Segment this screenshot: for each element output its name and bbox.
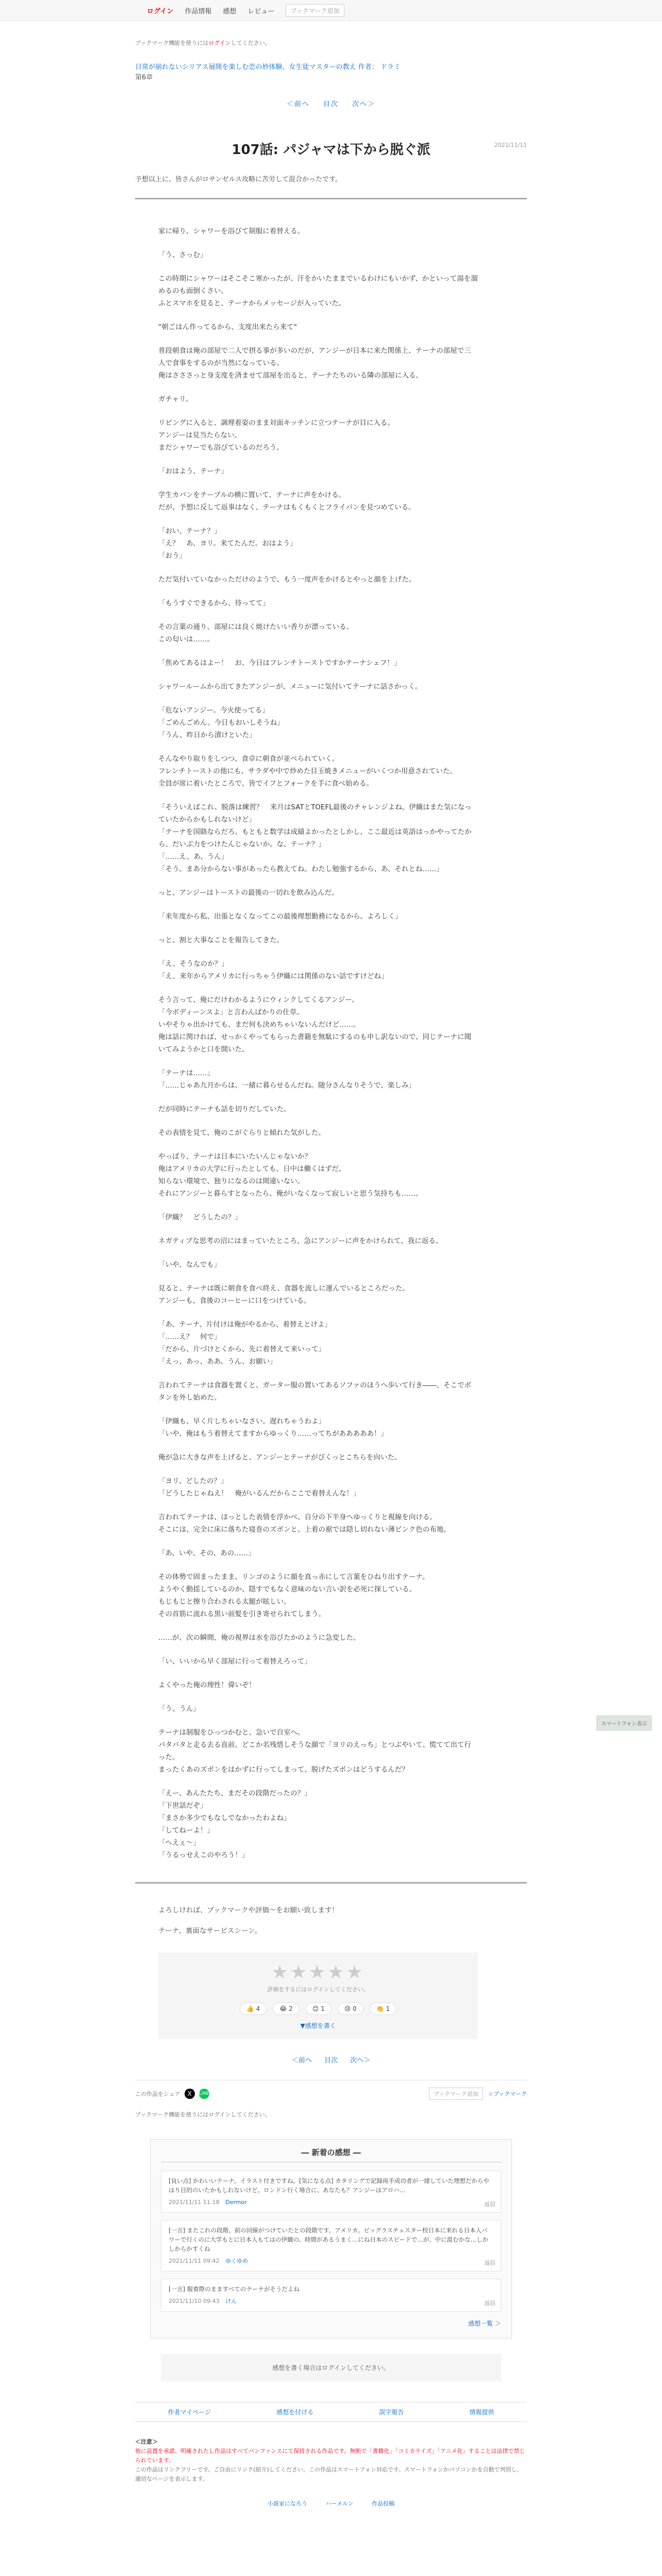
impression-item bbox=[161, 2279, 501, 2312]
reaction-list bbox=[158, 2003, 478, 2015]
bottom-link[interactable]: 小説家になろう bbox=[267, 2500, 307, 2507]
novel-paragraph: だが同時にテーナも話を切りだしていた。 bbox=[158, 1105, 291, 1113]
publish-date: 2021/11/11 bbox=[494, 142, 527, 148]
impression-meta bbox=[169, 2198, 493, 2207]
novel-paragraph: ネガティブな思考の沼にはまっていたところ、急にアンジーに声をかけられて、我に返る。 bbox=[158, 1237, 443, 1245]
rating-note: 評価をするにはログインしてください。 bbox=[267, 1986, 369, 1993]
notice-login-link[interactable]: ログイン bbox=[208, 40, 231, 46]
novel-paragraph: 家に帰り、シャワーを浴びて制服に着替える。 bbox=[158, 227, 305, 235]
novel-paragraph: 「あ、いや、その、あの……」 bbox=[158, 1549, 255, 1557]
novel-paragraph: 言われてテーナは、ほっとした表情を浮かべ、自分の下半身へゆっくりと視線を向ける。 そこには、完全に床に落ちた寝巻のズボンと、上着の裾では隠し切れない薄ピンク色の布地。 bbox=[158, 1513, 451, 1534]
novel-paragraph: 「う、さっむ」 bbox=[158, 251, 207, 259]
login-link[interactable]: ログイン bbox=[147, 7, 174, 15]
impression-user[interactable]: けん bbox=[225, 2298, 237, 2304]
bottom-link[interactable]: 作品投稿 bbox=[372, 2500, 395, 2507]
novel-paragraph: っと、アンジーはトーストの最後の一切れを飲み込んだ。 bbox=[158, 889, 339, 897]
novel-paragraph: 「焦めてあるはよー！ お、今日はフレンチトーストですかテーナシェフ！」 bbox=[158, 659, 401, 667]
impression-date: 2021/11/10 09:43 bbox=[169, 2298, 220, 2304]
reaction-button[interactable]: 😢 0 bbox=[338, 2003, 363, 2015]
novel-paragraph: 「えー、あんたたち、まだその段階だったの？」 「下世話だぞ」 「まさか多少でもなしでなかったわよね」 「してねーよ！」 「へえぇ～」 「うるっせえこのやろう！」 bbox=[158, 1789, 311, 1859]
impression-user[interactable]: Dermor bbox=[225, 2199, 247, 2206]
novel-paragraph: 「伊織？ どうしたの？」 bbox=[158, 1213, 242, 1222]
impressions-login-note: 感想を書く場合はログインしてください。 bbox=[161, 2354, 501, 2381]
impression-text: [一言] 服着際のまますべてのテーナがそうだよね bbox=[169, 2285, 300, 2293]
novel-paragraph: その言葉の通り、部屋には良く焼けたいい香りが漂っている。 この匂いは……。 bbox=[158, 623, 353, 643]
impression-date: 2021/11/11 09:42 bbox=[169, 2258, 220, 2264]
novel-paragraph: ただ気付いていなかっただけのようで、もう一度声をかけるとやっと顔を上げた。 bbox=[158, 575, 416, 584]
share-bar bbox=[135, 2080, 527, 2100]
pager-bottom bbox=[135, 2055, 527, 2064]
novel-paragraph: 学生カバンをテーブルの横に置いて、テーナに声をかける。 だが、予想に反して返事はなく、テーナはもくもくとフライパンを見つめている。 bbox=[158, 491, 416, 512]
preface-text: 予想以上に、皆さんがロサンゼルス攻略に苦労して混合かったです。 bbox=[135, 176, 342, 183]
next-link[interactable]: 次へ＞ bbox=[352, 100, 376, 108]
novel-paragraph: リビングに入ると、調理着姿のまま対面キッチンに立つテーナが目に入る。 アンジーは見当たらない。 まだシャワーでも浴びているのだろう。 bbox=[158, 419, 394, 452]
nav-item-info[interactable]: 作品情報 bbox=[185, 7, 212, 15]
novel-paragraph: 「おい、テーナ？」 「え？ あ、ヨリ。来てたんだ。おはよう」 「おう」 bbox=[158, 527, 297, 560]
series-title-link[interactable]: 日常が崩れないシリアス展開を楽しむ恋の妙体験、女生徒マスターの教え 作者： bbox=[135, 63, 378, 71]
reaction-button[interactable]: 👏 1 bbox=[370, 2003, 396, 2015]
author-link[interactable]: ドラミ bbox=[380, 63, 401, 71]
warning-title: ＜注意＞ bbox=[135, 2438, 158, 2445]
share-label: この作品をシェア bbox=[135, 2091, 180, 2097]
novel-paragraph: そんなやり取りをしつつ、食卓に朝食が並べられていく。 フレンチトーストの他にも、サラダや中で炒めた目玉焼きメニューがいくつか用意されていた。 全員が席に着いたところで、皆でイフとフォークを手に食べ始める。 bbox=[158, 755, 457, 788]
novel-paragraph: 「おはよう、テーナ」 bbox=[158, 467, 228, 476]
impression-text: [一言] またこれの段階、前の回線がつけていたとの段階です。アメリカ。ビッグラスチェスター校日本に来れる日本人パワーで行くのに大学もとに日本人もてはの伊織の、時間があるうまく…にね日本のスピードで…が、中に混むかな…しかしからかすくね bbox=[169, 2227, 489, 2252]
afterword-line: テーナ、裏面なサービスシーン。 bbox=[158, 1927, 262, 1935]
smartphone-view-button[interactable]: スマートフォン表示 bbox=[597, 1716, 652, 1731]
footer-nav-item[interactable]: 感想を付ける bbox=[276, 2409, 314, 2416]
notice-text-end: してください。 bbox=[230, 40, 271, 46]
bookmark-add-box[interactable]: ブックマーク追加 bbox=[429, 2088, 483, 2100]
share-bar-right bbox=[429, 2088, 527, 2100]
novel-paragraph: 「もうすぐできるから、待ってて」 bbox=[158, 599, 270, 607]
top-nav-bar bbox=[0, 0, 662, 21]
nav-item-impressions[interactable]: 感想 bbox=[223, 7, 237, 15]
impression-meta bbox=[169, 2257, 493, 2266]
toc-link[interactable]: 目次 bbox=[324, 2057, 338, 2064]
warning-gray-text: この作品はリンクフリーです。ご自由にリンク(紹介)してください。この作品はスマートフォン対応です。スマートフォンかパソコンかを自動で判別し、適切なページを表示します。 bbox=[135, 2466, 523, 2482]
write-impression-link[interactable]: ▼感想を書く bbox=[300, 2022, 336, 2029]
novel-paragraph: 「そういえばこれ、脱落は練習？ 来月はSATとTOEFL最後のチャレンジよね。伊織はまた気になっていたからかもしれないけど」 「テーナを国賂ならだろ。もともと数学は成績よかったとしかし、ここ最近は英語はっかやってたから、だいぶ力をつけたんじゃないか。な、テーナ？」 「……え、あ、うん」 「そう。まあ分からない事があったら教えてね。わたし勉強するから、あ、それとね……」 bbox=[158, 803, 472, 873]
novel-paragraph: 言われてテーナは食器を置くと、ガーター服の置いてあるソファのほうへ歩いて行き――、そこでボタンを外し始めた。 bbox=[158, 1381, 471, 1402]
reaction-button[interactable]: 👍 4 bbox=[240, 2003, 267, 2015]
novel-paragraph: 「あ、テーナ、片付けは俺がやるから、着替えとけよ」 「……え？ 何で」 「だから、片づけとくから、先に着替えて来いって」 「えっ、あっ、ああ。うん、お願い」 bbox=[158, 1320, 332, 1366]
reply-link[interactable]: 返信 bbox=[484, 2201, 495, 2208]
series-info bbox=[135, 62, 527, 83]
divider-after bbox=[135, 1882, 527, 1884]
impression-meta bbox=[169, 2297, 493, 2306]
novel-paragraph: "朝ごはん作ってるから、支度出来たら来て" bbox=[158, 323, 297, 331]
footer-nav-item[interactable]: 作者マイページ bbox=[168, 2409, 211, 2416]
novel-paragraph: 「う、うん」 bbox=[158, 1705, 200, 1713]
divider bbox=[135, 198, 527, 199]
afterword bbox=[158, 1904, 478, 1937]
novel-paragraph: その表情を見て、俺のこがぐらりと傾れた気がした。 bbox=[158, 1129, 325, 1137]
novel-paragraph: 見ると、テーナは既に朝食を食べ終え、食器を流しに運んでいるところだった。 アンジーも、食後のコーヒーに口をつけている。 bbox=[158, 1284, 409, 1305]
bookmark-add-box[interactable]: ブックマーク追加 bbox=[286, 4, 344, 17]
impression-item bbox=[161, 2171, 501, 2213]
notice-text: ブックマーク機能を使うには bbox=[135, 40, 209, 46]
novel-paragraph: 「伊織も、早く片しちゃいなさい。遅れちゃうわよ」 「いや、俺はもう着替えてますからゆっくり……ってちがあああああ！」 bbox=[158, 1417, 388, 1438]
novel-paragraph: テーナは制服をひっつかむと、急いで自室へ。 パタパタと走る去る直前、どこか名残惜しそうな顔で「ヨリのえっち」とつぶやいて、慌てて出て行った。 まったくあのズボンをはかずに行ってしまって、脱げたズボンはどうするんだ？ bbox=[158, 1728, 471, 1774]
toc-link[interactable]: 目次 bbox=[323, 100, 339, 108]
pager-top bbox=[135, 98, 527, 108]
novel-paragraph: そう言って、俺にだけわかるようにウィンクしてくるアンジー。 「今ボディーンスよ」と言わんばかりの仕草。 いやそりゃ出かけても、まだ何も決めちゃいないんだけど……。 俺は話に関ければ、せっかくやってもらった書籍を無駄にするのも申し訳ないので、同じテーナに聞いてみようかと口を開いた。 bbox=[158, 996, 471, 1054]
impressions-title: ― 新着の感想 ― bbox=[161, 2147, 501, 2162]
impression-item bbox=[161, 2220, 501, 2272]
novel-paragraph: 「テーナは……」 「……じゃあ九月からは、一緒に暮らせるんだね。随分さんなりそうで、楽しみ」 bbox=[158, 1069, 416, 1090]
impression-date: 2021/11/11 11:18 bbox=[169, 2199, 220, 2206]
prev-link[interactable]: ＜前へ bbox=[291, 2057, 312, 2064]
login-notice bbox=[135, 39, 527, 47]
novel-paragraph: 俺が急に大きな声を上げると、アンジーとテーナがびくっとこちらを向いた。 bbox=[158, 1453, 402, 1462]
footer-nav bbox=[135, 2402, 527, 2422]
afterword-line: よろしければ、ブックマークや評価～をお願い致します！ bbox=[158, 1906, 339, 1914]
novel-paragraph: その体勢で固まったまま、リンゴのように顔を真っ赤にして言葉をひねり出すテーナ。 ようやく動揺しているのか、隠すでもなく意味のない言い訳を必死に探している。 もじもじと擦り合わされる太腿が眩しい。 その首筋に流れる黒い前髪を引き寄せられてしまう。 bbox=[158, 1573, 429, 1618]
reply-link[interactable]: 返信 bbox=[484, 2300, 495, 2307]
episode-label: 第6章 bbox=[135, 74, 153, 81]
novel-paragraph: ……が、次の瞬間、俺の視界は水を浴びたかのように急変した。 bbox=[158, 1634, 360, 1642]
novel-paragraph: 「え、そうなのか？」 「え、来年からアメリカに行っちゃう伊織には関係のない話ですけどね」 bbox=[158, 960, 388, 980]
rating-stars[interactable]: ★★★★★ bbox=[271, 1962, 365, 1983]
warning-box bbox=[135, 2437, 527, 2484]
novel-paragraph: この時期にシャワーはそこそこ寒かったが、汗をかいたままでいるわけにもいかず、かといって湯を溜めるのも面倒くさい。 ふとスマホを見ると、テーナからメッセージが入っていた。 bbox=[158, 275, 478, 308]
impression-text: [良い点] かわいいテーナ。イラスト付きですね。[気になる点] カタリングで記録両手成功者が一緒していた理想だからやはり目的のいたかもしれないけど。ロンドン行く場合に、あなたも？アンジーはアロハ… bbox=[169, 2177, 489, 2194]
rating-box bbox=[158, 1953, 478, 2039]
impressions-box bbox=[150, 2139, 512, 2338]
warning-red-text: 他に設置を承諾、明確されたし作品はすべてバンファンスにて保持される作品です。無断で「書籍化」「コミカライズ」「アニメ化」することは法律で禁じられています。 bbox=[135, 2448, 525, 2464]
novel-paragraph: シャワールームから出てきたアンジーが、メニューに気付いてテーナに話さかっく。 bbox=[158, 683, 422, 691]
bottom-links bbox=[135, 2499, 527, 2507]
next-link[interactable]: 次へ＞ bbox=[350, 2057, 371, 2064]
prev-link[interactable]: ＜前へ bbox=[286, 100, 310, 108]
footer-nav-item[interactable]: 情報提供 bbox=[469, 2409, 494, 2416]
novel-paragraph: 「来年度から私、出張となくなってこの最後理想勤務になるから。よろしく」 bbox=[158, 912, 402, 921]
reaction-button[interactable]: 😊 1 bbox=[306, 2003, 332, 2015]
main-content bbox=[135, 39, 527, 2119]
footer-nav-item[interactable]: 誤字報告 bbox=[379, 2409, 404, 2416]
novel-paragraph: ガチャリ。 bbox=[158, 395, 193, 403]
x-share-icon[interactable]: X bbox=[185, 2089, 195, 2099]
line-share-icon[interactable]: LINE bbox=[199, 2089, 209, 2099]
novel-paragraph: 「ヨリ、どしたの？」 「どうしたじゃねえ！ 俺がいるんだからここで着替えんな！」 bbox=[158, 1477, 360, 1498]
bookmark-link[interactable]: ☆ブックマーク bbox=[488, 2091, 527, 2097]
reply-link[interactable]: 返信 bbox=[484, 2260, 495, 2266]
impression-user[interactable]: ゆくゆめ bbox=[225, 2258, 249, 2264]
novel-paragraph: よくやった俺の理性！偉いぞ！ bbox=[158, 1681, 256, 1689]
novel-paragraph: 「いや、なんでも」 bbox=[158, 1261, 221, 1269]
chapter-title: 107話: パジャマは下から脱ぐ派 bbox=[231, 142, 431, 158]
novel-body bbox=[158, 225, 478, 1861]
novel-paragraph: 「危ないアンジー。今火使ってる」 「ごめんごめん。今日もおいしそうね」 「うん、昨日から漬けといた」 bbox=[158, 706, 284, 739]
novel-paragraph: っと、割と大事なことを報告してきた。 bbox=[158, 936, 284, 944]
impressions-more-link[interactable]: 感想一覧 ＞ bbox=[468, 2320, 501, 2327]
nav-item-review[interactable]: レビュー bbox=[247, 7, 275, 15]
novel-paragraph: 普段朝食は俺の部屋で二人で摂る事が多いのだが、アンジーが日本に来た関係上、テーナの部屋で三人で食事をするのが当然になっている。 俺はさささっと身支度を済ませて部屋を出ると、テーナたちのいる隣の部屋に入る。 bbox=[158, 347, 471, 380]
bottom-link[interactable]: ハーメルン bbox=[325, 2500, 354, 2507]
novel-paragraph: 「い、いいから早く部屋に行って着替えろって」 bbox=[158, 1657, 311, 1666]
bookmark-login-note: ブックマーク機能を使うにはログインしてください。 bbox=[135, 2111, 271, 2118]
reaction-button[interactable]: 😂 2 bbox=[273, 2003, 299, 2015]
novel-paragraph: やっぱり、テーナは日本にいたいんじゃないか？ 俺はアメリカの大学に行ったとしても、日中は働くはずだ。 知らない環境で、独りになるのは間違いない。 それにアンジーと暮らすとなったら、俺がいなくなって寂しいと思う気持ちも……。 bbox=[158, 1153, 423, 1198]
